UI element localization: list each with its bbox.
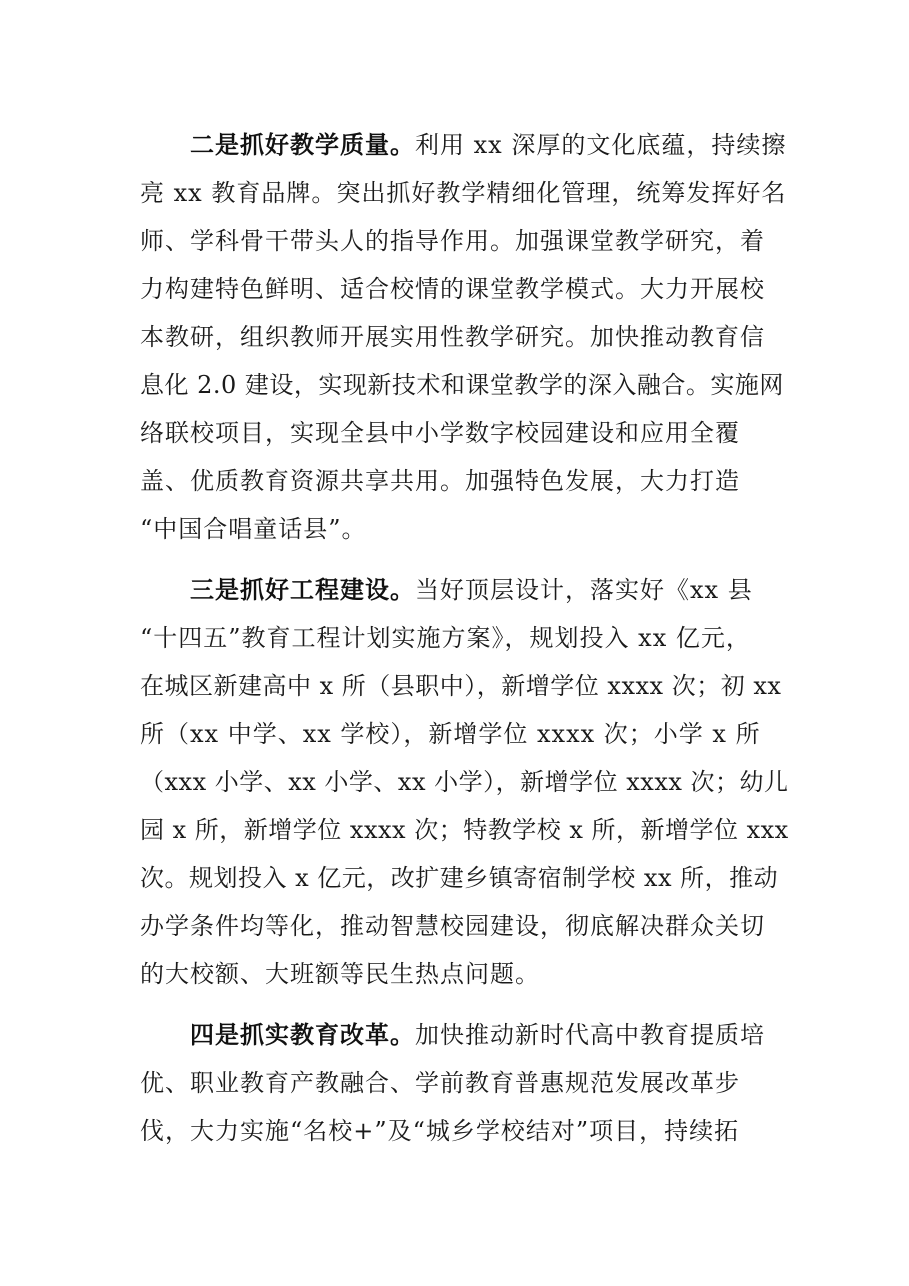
- paragraph-2-line-9: 的大校额、大班额等民生热点问题。: [140, 960, 540, 988]
- paragraph-1-line-1: [190, 130, 786, 160]
- paragraph-1-line-2: 亮 xx 教育品牌。突出抓好教学精细化管理，统筹发挥好名: [140, 179, 787, 207]
- paragraph-1-line-9: “中国合唱童话县”。: [140, 515, 367, 543]
- paragraph-1-line-8: 盖、优质教育资源共享共用。加强特色发展，大力打造: [140, 467, 740, 495]
- paragraph-1-line-6: 息化 2.0 建设，实现新技术和课堂教学的深入融合。实施网: [140, 371, 784, 399]
- paragraph-3-line-2: 优、职业教育产教融合、学前教育普惠规范发展改革步: [140, 1069, 740, 1097]
- paragraph-1-line-3: 师、学科骨干带头人的指导作用。加强课堂教学研究，着: [140, 227, 765, 255]
- paragraph-3-line-3: 伐，大力实施“名校+”及“城乡学校结对”项目，持续拓: [140, 1117, 740, 1145]
- paragraph-1-line-4: 力构建特色鲜明、适合校情的课堂教学模式。大力开展校: [140, 275, 765, 303]
- paragraph-1-heading: 二是抓好教学质量。: [190, 131, 415, 159]
- paragraph-3-text: 加快推动新时代高中教育提质培: [415, 1021, 765, 1049]
- paragraph-2-line-1: [190, 575, 753, 605]
- paragraph-2-line-4: 所（xx 中学、xx 学校），新增学位 xxxx 次；小学 x 所: [140, 720, 761, 748]
- paragraph-3-heading: 四是抓实教育改革。: [190, 1021, 415, 1049]
- paragraph-1-line-5: 本教研，组织教师开展实用性教学研究。加快推动教育信: [140, 323, 765, 351]
- paragraph-2-line-3: 在城区新建高中 x 所（县职中），新增学位 xxxx 次；初 xx: [140, 672, 782, 700]
- paragraph-1-line-7: 络联校项目，实现全县中小学数字校园建设和应用全覆: [140, 419, 740, 447]
- paragraph-1-text: 利用 xx 深厚的文化底蕴，持续擦: [415, 131, 787, 159]
- paragraph-2-heading: 三是抓好工程建设。: [190, 576, 415, 604]
- paragraph-3-line-1: [190, 1020, 765, 1050]
- paragraph-2-line-8: 办学条件均等化，推动智慧校园建设，彻底解决群众关切: [140, 912, 765, 940]
- paragraph-2-line-6: 园 x 所，新增学位 xxxx 次；特教学校 x 所，新增学位 xxx: [140, 816, 789, 844]
- paragraph-2-line-5: （xxx 小学、xx 小学、xx 小学），新增学位 xxxx 次；幼儿: [140, 768, 789, 796]
- paragraph-2-line-7: 次。规划投入 x 亿元，改扩建乡镇寄宿制学校 xx 所，推动: [140, 864, 779, 892]
- paragraph-2-text: 当好顶层设计，落实好《xx 县: [415, 576, 753, 604]
- paragraph-2-line-2: “十四五”教育工程计划实施方案》，规划投入 xx 亿元，: [140, 624, 751, 652]
